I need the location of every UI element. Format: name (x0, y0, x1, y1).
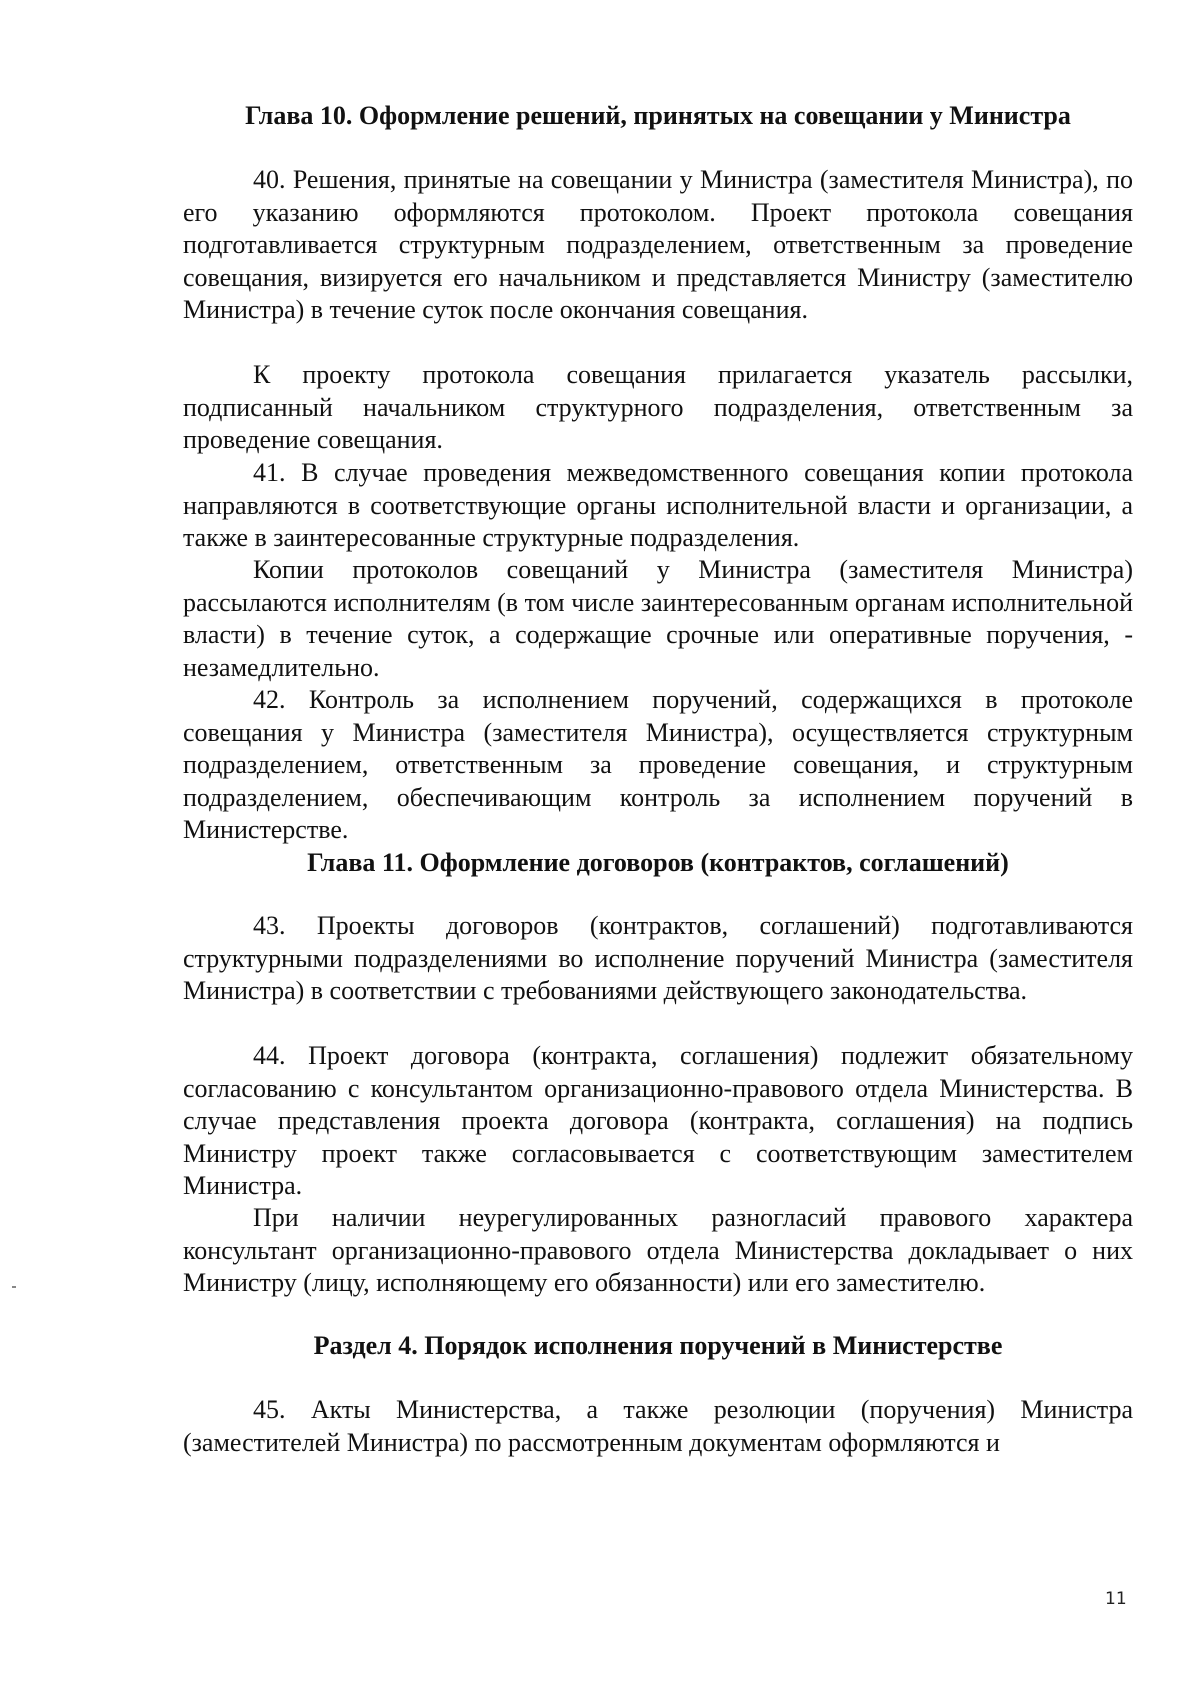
paragraph-45: 45. Акты Министерства, а также резолюции (поручения) Министра (заместителей Министра) по рассмотренным документам оформляются и (183, 1395, 1133, 1457)
chapter-11-heading: Глава 11. Оформление договоров (контрактов, соглашений) (307, 848, 1009, 877)
section-4-heading: Раздел 4. Порядок исполнения поручений в Министерстве (313, 1331, 1003, 1360)
paragraph-42: 42. Контроль за исполнением поручений, содержащихся в протоколе совещания у Министра (заместителя Министра), осуществляется структурным подразделением, ответственным за проведение совещания, и структурным подразделением, обеспечивающим контроль за исполнением поручений в Министерстве. (183, 685, 1133, 844)
paragraph-40: 40. Решения, принятые на совещании у Министра (заместителя Министра), по его указанию оформляются протоколом. Проект протокола совещания подготавливается структурным подразделением, ответственным за проведение совещания, визируется его начальником и представляется Министру (заместителю Министра) в течение суток после окончания совещания. (183, 165, 1133, 324)
paragraph-44: 44. Проект договора (контракта, соглашения) подлежит обязательному согласованию с консультантом организационно-правового отдела Министерства. В случае представления проекта договора (контракта, соглашения) на подпись Министру проект также согласовывается с соответствующим заместителем Министра. (183, 1041, 1133, 1200)
paragraph-41-copies: Копии протоколов совещаний у Министра (заместителя Министра) рассылаются исполнителям (в том числе заинтересованным органам исполнительной власти) в течение суток, а содержащие срочные или оперативные поручения, - незамедлительно. (183, 555, 1133, 682)
chapter-10-heading: Глава 10. Оформление решений, принятых на совещании у Министра (245, 101, 1071, 130)
paragraph-41: 41. В случае проведения межведомственного совещания копии протокола направляются в соответствующие органы исполнительной власти и организации, а также в заинтересованные структурные подразделения. (183, 458, 1133, 552)
scan-edge-mark (12, 1286, 16, 1288)
document-page (183, 0, 1133, 1708)
paragraph-44-disagreements: При наличии неурегулированных разногласий правового характера консультант организационно-правового отдела Министерства докладывает о них Министру (лицу, исполняющему его обязанности) или его заместителю. (183, 1203, 1133, 1297)
paragraph-43: 43. Проекты договоров (контрактов, соглашений) подготавливаются структурными подразделениями во исполнение поручений Министра (заместителя Министра) в соответствии с требованиями действующего законодательства. (183, 911, 1133, 1005)
page-number: 11 (1105, 1589, 1127, 1609)
paragraph-40-attachment: К проекту протокола совещания прилагается указатель рассылки, подписанный начальником структурного подразделения, ответственным за проведение совещания. (183, 360, 1133, 454)
